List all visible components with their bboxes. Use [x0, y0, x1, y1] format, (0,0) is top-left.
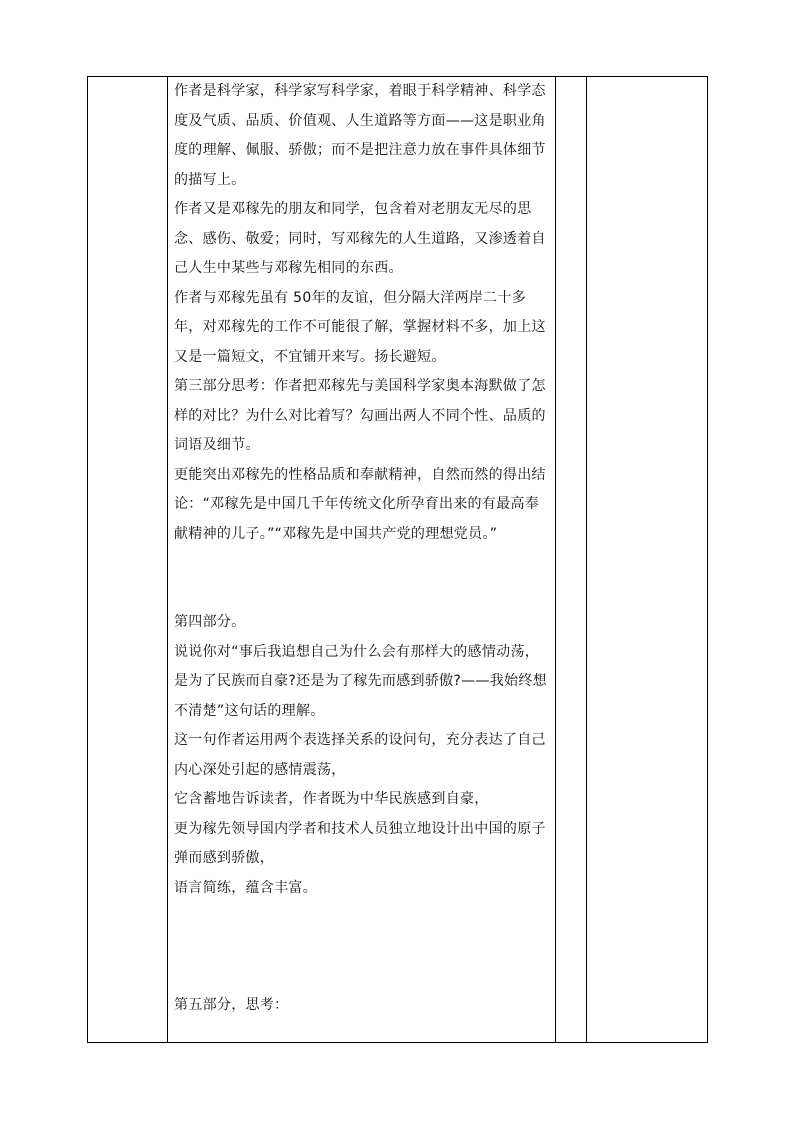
narrow-empty-cell	[556, 77, 587, 1043]
paragraph-scientist-perspective: 作者是科学家，科学家写科学家，着眼于科学精神、科学态度及气质、品质、价值观、人生道路等方面——这是职业角度的理解、佩服、骄傲；而不是把注意力放在事件具体细节的描写上。	[174, 83, 546, 188]
paragraph-part5-heading: 第五部分，思考：	[174, 997, 289, 1013]
spacer	[174, 549, 547, 608]
paragraph-part4-question: 说说你对“事后我追想自己为什么会有那样大的感情动荡，是为了民族而自豪?还是为了稼先而感到骄傲?——我始终想不清楚”这句话的理解。	[174, 643, 547, 719]
paragraph-part4-answer-1: 这一句作者运用两个表选择关系的设问句，充分表达了自己内心深处引起的感情震荡，	[174, 732, 546, 778]
paragraph-part3-question: 第三部分思考：作者把邓稼先与美国科学家奥本海默做了怎样的对比？为什么对比着写？勾画出两人不同个性、品质的词语及细节。	[174, 378, 546, 453]
table-row	[88, 77, 708, 1043]
paragraph-friendship-limits: 作者与邓稼先虽有 50年的友谊，但分隔大洋两岸二十多年，对邓稼先的工作不可能很了解，掌握材料不多，加上这又是一篇短文，不宜铺开来写。扬长避短。	[174, 289, 546, 365]
right-empty-cell	[587, 77, 708, 1043]
paragraph-part4-answer-2: 它含蓄地告诉读者，作者既为中华民族感到自豪，	[174, 791, 489, 807]
paragraph-part4-heading: 第四部分。	[174, 614, 246, 630]
lesson-plan-table	[87, 76, 708, 1043]
paragraph-part4-answer-4: 语言简练，蕴含丰富。	[174, 879, 317, 896]
left-empty-cell	[88, 77, 168, 1043]
spacer	[174, 903, 547, 991]
paragraph-friend-perspective: 作者又是邓稼先的朋友和同学，包含着对老朋友无尽的思念、感伤、敬爱；同时，写邓稼先的人生道路，又渗透着自己人生中某些与邓稼先相同的东西。	[174, 201, 546, 276]
paragraph-part3-answer: 更能突出邓稼先的性格品质和奉献精神，自然而然的得出结论：“邓稼先是中国几千年传统文化所孕育出来的有最高奉献精神的儿子。”“邓稼先是中国共产党的理想党员。”	[174, 466, 546, 542]
content-cell	[168, 77, 556, 1043]
paragraph-part4-answer-3: 更为稼先领导国内学者和技术人员独立地设计出中国的原子弹而感到骄傲，	[174, 820, 546, 866]
